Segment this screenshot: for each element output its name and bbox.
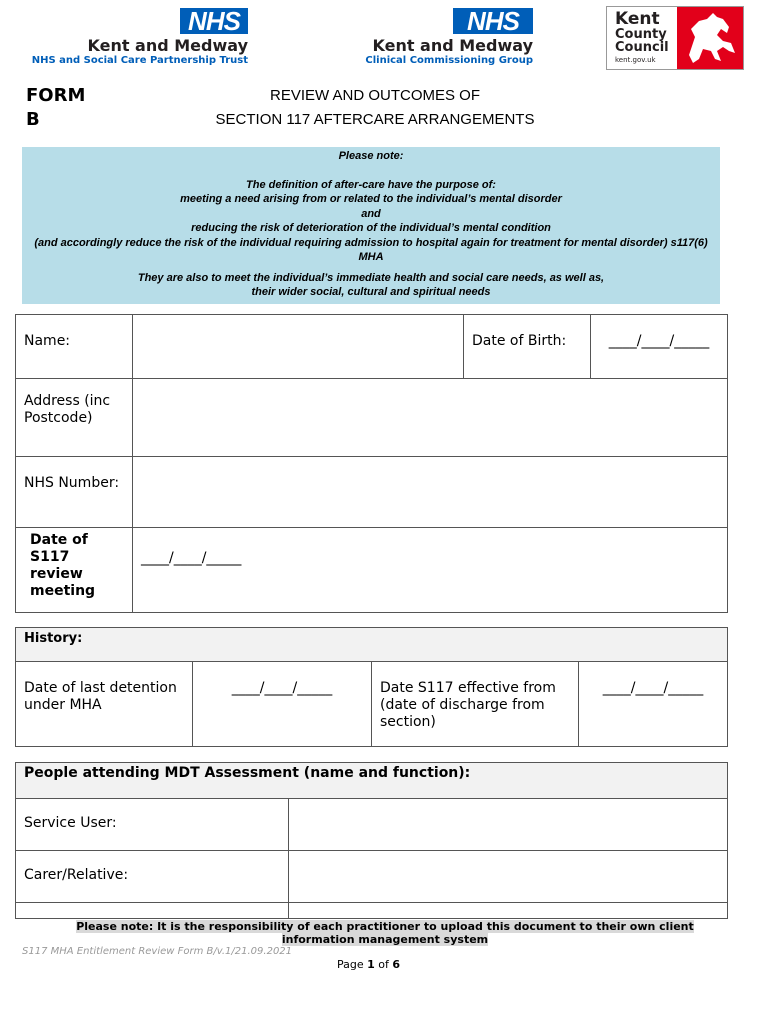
review-date-label-cell [16,528,133,613]
note-line: their wider social, cultural and spiritual needs [251,286,491,298]
name-field[interactable] [133,315,464,379]
upload-responsibility-note [20,920,750,946]
service-user-label: Service User: [24,815,117,831]
page-number [337,958,400,971]
review-date-field[interactable] [133,528,728,613]
review-date-placeholder: ____/____/_____ [141,550,242,566]
footer-note-line1: Please note: It is the responsibility of each practitioner to upload this document to their own client [76,920,694,933]
title-line1: REVIEW AND OUTCOMES OF [269,87,480,104]
kcc-url: kent.gov.uk [615,56,656,64]
nhs-badge: NHS [453,8,533,34]
carer-label: Carer/Relative: [24,867,129,883]
extra-field[interactable] [289,903,728,919]
name-label-cell [16,315,133,379]
nhs-number-field[interactable] [133,457,728,528]
extra-label-cell [16,903,289,919]
dob-placeholder: ____/____/_____ [608,333,710,349]
service-user-field[interactable] [289,799,728,851]
history-header [16,628,728,662]
page-prefix: Page [337,958,364,971]
address-label: Address (inc Postcode) [24,393,111,426]
dob-field[interactable] [591,315,728,379]
form-reference: S117 MHA Entitlement Review Form B/v.1/21.09.2021 [22,946,293,957]
address-field[interactable] [133,379,728,457]
logo-org-sub: Clinical Commissioning Group [365,55,533,66]
nhs-badge: NHS [180,8,248,34]
kcc-line2: County [615,27,667,42]
page-current: 1 [367,958,375,971]
effective-date-label: Date S117 effective from (date of discharge from section) [380,680,556,730]
nhs-number-label-cell [16,457,133,528]
note-line: The definition of after-care have the purpose of: [246,178,496,191]
mdt-header [16,763,728,799]
kent-horse-emblem [677,7,743,69]
logo-org-name: Kent and Medway [372,36,533,55]
page-total: 6 [392,958,401,971]
last-detention-label-cell [16,662,193,747]
effective-date-field[interactable] [579,662,728,747]
kmccg-logo [310,8,535,68]
dob-label-cell [464,315,591,379]
note-heading: Please note: [338,150,404,162]
footer-note-line2: information management system [281,933,489,946]
review-date-label: Date of S117 review meeting [30,532,96,599]
address-label-cell [16,379,133,457]
kcc-line1: Kent [615,9,660,29]
logo-org-sub: NHS and Social Care Partnership Trust [31,55,248,66]
mdt-attendees-table [15,762,728,919]
kcc-logo [606,6,744,70]
page-title [150,84,600,132]
effective-date-placeholder: ____/____/_____ [602,680,704,696]
title-line2: SECTION 117 AFTERCARE ARRANGEMENTS [215,111,535,128]
form-label-line1: FORM [26,85,86,106]
last-detention-label: Date of last detention under MHA [24,680,177,713]
carer-label-cell [16,851,289,903]
note-line: They are also to meet the individual’s immediate health and social care needs, as well as, [137,271,605,284]
form-label-line2: B [26,109,40,130]
last-detention-placeholder: ____/____/_____ [231,680,333,696]
note-line: and [361,207,381,220]
effective-date-label-cell [372,662,579,747]
aftercare-note-box [22,147,720,304]
form-label [26,84,85,132]
history-label: History: [24,631,83,646]
last-detention-field[interactable] [193,662,372,747]
personal-details-table [15,314,728,613]
service-user-label-cell [16,799,289,851]
kmpt-logo [20,8,250,68]
note-line: meeting a need arising from or related to the individual’s mental disorder [180,193,562,205]
dob-label: Date of Birth: [472,333,567,349]
note-line: (and accordingly reduce the risk of the individual requiring admission to hospital again for treatment for mental disorder) s117(6) MHA [34,236,708,263]
page-of: of [378,958,389,971]
kcc-line3: Council [615,40,669,55]
note-line: reducing the risk of deterioration of the individual’s mental condition [191,222,551,234]
carer-field[interactable] [289,851,728,903]
mdt-header-label: People attending MDT Assessment (name and function): [24,765,471,781]
name-label: Name: [24,333,71,349]
nhs-number-label: NHS Number: [24,475,120,491]
logo-org-name: Kent and Medway [87,36,248,55]
history-table [15,627,728,747]
